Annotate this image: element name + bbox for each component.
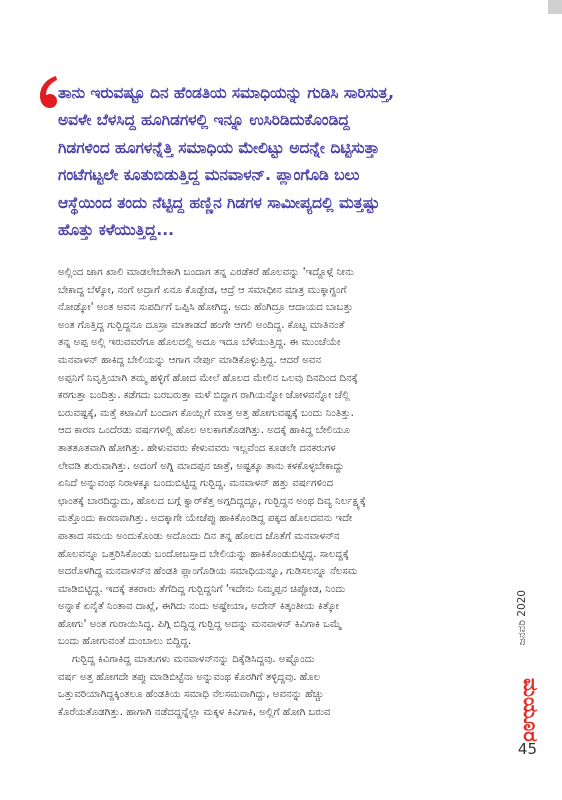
article-paragraph: ಗುರ್‍ಬಿದ್ದ ಕಿವಿಗಾಕಿದ್ದ ಮಾತುಗಳು ಮನವಾಳನ್‍ನನ್ನು ದಿಕ್ಕೆಡಿಸಿದ್ದವು. ಅಷ್ಟೊಂದು ವರ್ಷ ಅತ್ತ ಹೋಗದೇ ತಪ್ಪು ಮಾಡಿಬಿಟ್ಟೆನಾ ಅನ್ನುವಂಥ ಕೊರಗಿಗೆ ತಳ್ಳಿದ್ದವು. ಹೊಲ ಒತ್ತುವರಿಯಾಗಿದ್ದಕ್ಕಿಂತಲೂ ಹೆಂಡತಿಯ ಸಮಾಧಿ ನೆಲಸಮವಾಗಿದ್ದು, ಅವನನ್ನು ಹೆಚ್ಚು ಕೊರೆಯತೊಡಗಿತ್ತು. ಹಾಗಾಗಿ ನಡೆದದ್ದನ್ನೆಲ್ಲಾ ಮಕ್ಕಳ ಕಿವಿಗಾಕಿ, ಅಲ್ಲಿಗೆ ಹೋಗಿ ಬರುವ xyxy=(58,654,331,718)
page-corner-mark xyxy=(548,0,562,14)
quote-mark-icon xyxy=(36,74,58,110)
issue-date: ಜನವರಿ 2020 xyxy=(516,590,528,646)
magazine-logo xyxy=(498,676,543,742)
pull-quote: ತಾನು ಇರುವಷ್ಟೂ ದಿನ ಹೆಂಡತಿಯ ಸಮಾಧಿಯನ್ನು ಗುಡಿಸಿ ಸಾರಿಸುತ್ತ, ಅವಳೇ ಬೆಳಸಿದ್ದ ಹೂಗಿಡಗಳಲ್ಲಿ ಇನ್ನೂ ಉಸಿರಿಡಿದುಕೊಂಡಿದ್ದ ಗಿಡಗಳಿಂದ ಹೂಗಳನ್ನೆತ್ತಿ ಸಮಾಧಿಯ ಮೇಲಿಟ್ಟು ಅದನ್ನೇ ದಿಟ್ಟಿಸುತ್ತಾ ಗಂಟೆಗಟ್ಟಲೇ ಕೂತುಬಿಡುತ್ತಿದ್ದ ಮನವಾಳನ್. ಪ್ಲಾಂಗೊಡಿ ಬಲು ಆಸ್ಥೆಯಿಂದ ತಂದು ನೆಟ್ಟಿದ್ದ ಹಣ್ಣಿನ ಗಿಡಗಳ ಸಾಮೀಪ್ಯದಲ್ಲಿ ಮತ್ತಷ್ಟು ಹೊತ್ತು ಕಳೆಯುತ್ತಿದ್ದ... xyxy=(58,84,394,240)
article-paragraph: ಅಲ್ಲಿಂದ ಜಾಗ ಖಾಲಿ ಮಾಡಲೇಬೇಕಾಗಿ ಬಂದಾಗ ತನ್ನ ಎರಡೆಕರೆ ಹೊಲವನ್ನು 'ಇದ್ದೊಳ್ಗೆ ನೀನು ಬೇಕಾದ್ದ ಬೆಳ್ಕೋ, ನಂಗೆ ಅದ್ರಾಗೆ ಏನೂ ಕೊಡ್ಬೇಡ, ಆದ್ರೆ ಆ ಸಮಾಧೀನ ಮಾತ್ರ ಮುಕ್ಕಾಗ್ದಂಗೆ ನೋಡ್ಕೋ' ಅಂತ ಅವನ ಸುಪರ್ದಿಗೆ ಒಪ್ಪಿಸಿ ಹೋಗಿದ್ದ. ಅದು ಹೆಂಗಿದ್ರೂ ಆದಾಯದ ಬಾಬತ್ತು ಅಂತ ಗೊತ್ತಿದ್ದ ಗುರ್‍ಬಿದ್ದನೂ ದೂಸ್ರಾ ಮಾತಾಡದೆ ಹಂಗೇ ಆಗಲಿ ಅಂದಿದ್ದ. ಕೊಟ್ಟ ಮಾತಿನಂತೆ ತನ್ನ ಅಪ್ಪ ಅಲ್ಲಿ ಇರುವವರೆಗೂ ಹೊಲದಲ್ಲಿ ಅದೂ ಇದೂ ಬೆಳೆಯುತ್ತಿದ್ದ. ಈ ಮುಂಚೆಯೇ ಮನವಾಳನ್ ಹಾಕಿದ್ದ ಬೇಲಿಯನ್ನು ಆಗಾಗ ನೇರ್ಪು ಮಾಡಿಕೊಳ್ಳುತ್ತಿದ್ದ. ಆದರೆ ಅವನ ಅಪ್ಪನಿಗೆ ನಿವೃತ್ತಿಯಾಗಿ ತಮ್ಮ ಹಳ್ಳಿಗೆ ಹೋದ ಮೇಲೆ ಹೊಲದ ಮೇಲಿನ ಒಲವು ದಿನದಿಂದ ದಿನಕ್ಕೆ ಕರಗುತ್ತಾ ಬಂದಿತ್ತು. ಕಡೆಗದು ಬರಬರುತ್ತಾ ಮಳೆ ಬಿದ್ದಾಗ ರಾಗಿಯನ್ನೋ ಜೋಳವನ್ನೋ ಚೆಲ್ಲಿ ಬರುವಷ್ಟಕ್ಕೆ, ಮತ್ತೆ ಕಟಾವಿಗೆ ಬಂದಾಗ ಕೊಯ್ಲಿಗೆ ಮಾತ್ರ ಅತ್ತ ಹೋಗುವಷ್ಟಕ್ಕೆ ಬಂದು ನಿಂತಿತ್ತು. ಆದ ಕಾರಣ ಒಂದೆರಡು ವರ್ಷಗಳಲ್ಲಿ ಹೊಲ ಅಲಕಾಗತೊಡಗಿತ್ತು. ಅದಕ್ಕೆ ಹಾಕಿದ್ದ ಬೇಲಿಯೂ ತಾತತೂತವಾಗಿ ಹೋಗಿತ್ತು. ಹೇಳುವವರು ಕೇಳುವವರು ಇಲ್ಲವೆಂದ ಕೂಡಲೇ ದನಕರುಗಳ ಲೇವಡಿ ಶುರುವಾಗಿತ್ತು. ಅದಂಗೆ ಅಗ್ನಿ ಮಾದಪ್ಪನ ಜಾತ್ರೆ, ಅಷ್ಟಕ್ಕೂ ತಾನು ಕಳಕೊಳ್ಳಬೇಕಾದ್ದು ಏನಿದೆ ಅನ್ನುವಂಥ ನಿರಾಳಕ್ಕೂ ಬಂದುಬಿಟ್ಟಿದ್ದ ಗುರ್‍ಬಿದ್ದ. ಮನವಾಳನ್ ಹತ್ತು ವರ್ಷಗಳಿಂದ ಛಾಂತಕ್ಕೆ ಬಾರದಿದ್ದುದು, ಹೊಲದ ಬಗ್ಗೆ ಕ್ವಾರ್‌ಕೆತ್ತ ಅಗ್ಗದಿದ್ದದ್ದೂ, ಗುರ್‍ಬಿದ್ದನ ಅಂಥ ದಿವ್ಯ ನಿರ್ಲಕ್ಷ್ಯಕ್ಕೆ ಮತ್ತೊಂದು ಕಾರಣವಾಗಿತ್ತು. ಅದಕ್ಕಾಗೇ ಯೇಜೆಪ್ಪು ಹಾಕಿಕೊಂಡಿದ್ದ ಪಕ್ಕದ ಹೊಲದವನು ಇದೇ ಪಾತಾದ ಸಮಯ ಅಂದುಕೊಂಡು ಅದೊಂದು ದಿನ ತನ್ನ ಹೊಲದ ಜೊತೆಗೆ ಮನವಾಳನ್‍ನ ಹೊಲವನ್ನೂ ಒತ್ತರಿಸಿಕೊಂಡು ಬಂದೋಬಸ್ತಾದ ಬೇಲಿಯನ್ನು ಹಾಕಿಕೊಂಡುಬಿಟ್ಟಿದ್ದ. ಸಾಲದ್ದಕ್ಕೆ ಅದರೊಳಗಿದ್ದ ಮನವಾಳನ್‍ನ ಹೆಂಡತಿ ಪ್ಲಾಂಗೊಡಿಯ ಸಮಾಧಿಯನ್ನೂ, ಗುಡಿಸಲನ್ನೂ ನೆಲಸಮ ಮಾಡಿಬಿಟ್ಟಿದ್ದ. ಇದಕ್ಕೆ ತಕರಾರು ತೆಗೆದಿದ್ದ ಗುರ್‍ಬಿದ್ದನಿಗೆ 'ಇದೇನು ನಿಮ್ಮಪ್ಪನ ಚಿಪ್ಪೋಡ, ನಿಂದು ಅನ್ನಾಕೆ ಏನೈತೆ ನಿಂತಾವ ದಾಖ್ಲೆ, ಈಗಿದು ನಂದು ಅಷ್ಟೇಯಾ, ಅದೇನ್ ಕಿತ್ಕಂತೀಯ ಕಿತ್ಕೋ ಹೋಗು' ಅಂತ ಗುರಾಯಿಸಿದ್ದ. ಪಿಗ್ಗಿ ಬಿದ್ದಿದ್ದ ಗುರ್‍ಬಿದ್ದ ಅದನ್ನು ಮನವಾಳನ್ ಕಿವಿಗಾಕಿ ಒಮ್ಮೆ ಬಂದು ಹೋಗುವಂತೆ ದುಂಬಾಲು ಬಿದ್ದಿದ್ದ. xyxy=(58,267,366,648)
page-number: 45 xyxy=(517,740,537,758)
magazine-logo-text: ಮಯೂರ xyxy=(519,678,543,742)
article-body xyxy=(58,264,484,721)
